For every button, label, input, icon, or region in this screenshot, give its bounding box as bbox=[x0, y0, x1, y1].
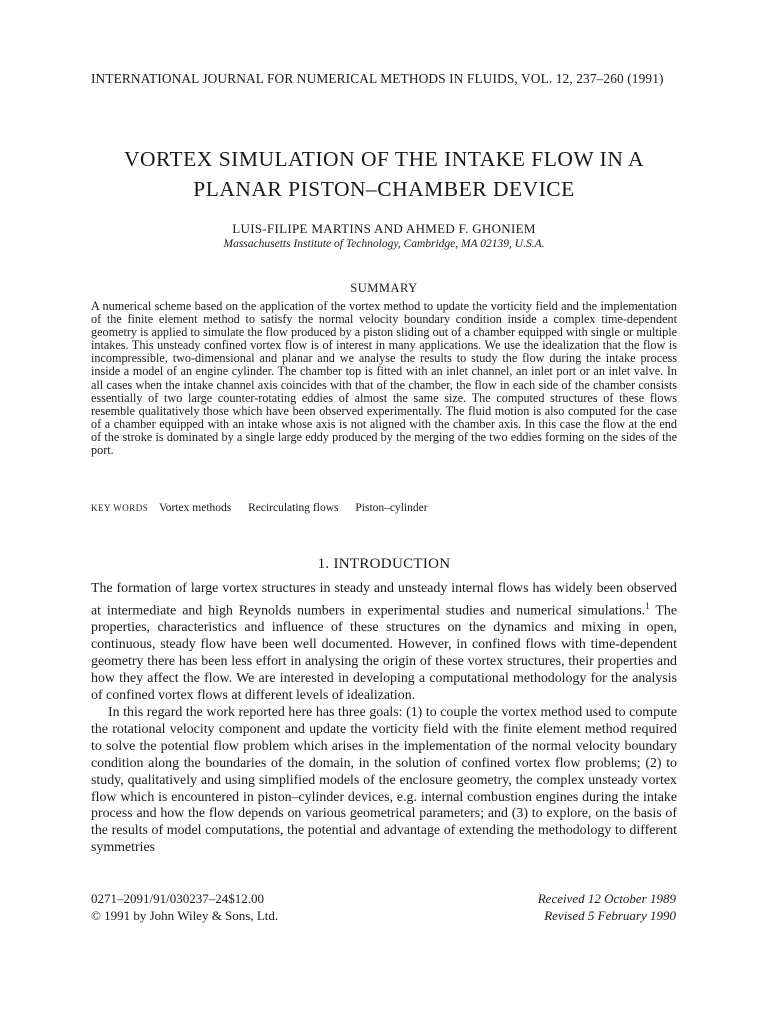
summary-heading: SUMMARY bbox=[350, 281, 418, 295]
keyword-item: Vortex methods bbox=[158, 502, 232, 514]
keyword-item: Recirculating flows bbox=[248, 502, 339, 514]
introduction-paragraph-1 bbox=[91, 581, 677, 705]
article-title-line-1: VORTEX SIMULATION OF THE INTAKE FLOW IN A bbox=[123, 147, 645, 171]
footer-dates bbox=[430, 890, 676, 924]
reference-marker[interactable]: 1 bbox=[645, 600, 650, 611]
article-code: 0271–2091/91/030237–24$12.00 bbox=[91, 891, 264, 906]
article-title bbox=[40, 144, 728, 204]
affiliation: Massachusetts Institute of Technology, Cambridge, MA 02139, U.S.A. bbox=[223, 238, 545, 250]
paragraph-text: The formation of large vortex structures in steady and unsteady internal flows has widely been observed at intermediate and high Reynolds numbers in experimental studies and numerical simulations. bbox=[91, 581, 677, 619]
section-heading-introduction: 1. INTRODUCTION bbox=[317, 556, 451, 572]
keywords-label: KEY WORDS bbox=[91, 503, 149, 513]
revised-date: Revised 5 February 1990 bbox=[544, 908, 676, 923]
received-date: Received 12 October 1989 bbox=[537, 891, 676, 906]
abstract-text: A numerical scheme based on the application of the vortex method to update the vorticity field and the implementation of the finite element method to satisfy the normal velocity boundary condition inside a complex time-dependent geometry is applied to simulate the flow produced by a piston sliding out of a chamber equipped with single or multiple intakes. This unsteady confined vortex flow is of interest in many applications. We use the idealization that the flow is incompressible, two-dimensional and planar and we analyse the results to study the flow during the intake process inside a model of an engine cylinder. The chamber top is fitted with an inlet channel, an inlet port or an inlet valve. In all cases when the intake channel axis coincides with that of the chamber, the flow in each side of the chamber consists essentially of two large counter-rotating eddies of almost the same size. The computed structures of these flows resemble qualitatively those which have been observed experimentally. The fluid motion is also computed for the case of a chamber equipped with an intake whose axis is not aligned with the chamber axis. In this case the flow at the end of the stroke is dominated by a single large eddy produced by the merging of the two eddies forming on the sides of the port. bbox=[91, 299, 677, 458]
keywords bbox=[91, 502, 677, 514]
introduction-body bbox=[91, 581, 677, 857]
copyright-notice: © 1991 by John Wiley & Sons, Ltd. bbox=[91, 908, 279, 923]
footer-publication-info bbox=[91, 890, 391, 924]
authors: LUIS-FILIPE MARTINS AND AHMED F. GHONIEM bbox=[232, 221, 536, 236]
keyword-item: Piston–cylinder bbox=[355, 502, 428, 514]
article-title-line-2: PLANAR PISTON–CHAMBER DEVICE bbox=[193, 177, 575, 201]
journal-running-head: INTERNATIONAL JOURNAL FOR NUMERICAL METHODS IN FLUIDS, VOL. 12, 237–260 (1991) bbox=[91, 71, 664, 86]
paragraph-text: The properties, characteristics and influence of these structures on the dynamics and mixing in open, continuous, steady flow have been well documented. However, in confined flows with time-dependent geometry there has been less effort in analysing the origin of these vortex structures, their properties and how they affect the flow. We are interested in developing a computational methodology for the analysis of confined vortex flows at different levels of idealization. bbox=[91, 603, 677, 704]
introduction-paragraph-2: In this regard the work reported here has three goals: (1) to couple the vortex method used to compute the rotational velocity component and update the vorticity field with the finite element method required to solve the potential flow problem which arises in the implementation of the normal velocity boundary condition along the boundaries of the domain, in the solution of confined vortex flow problems; (2) to study, qualitatively and using simplified models of the enclosure geometry, the complex unsteady vortex flow which is encountered in piston–cylinder devices, e.g. internal combustion engines during the intake process and how the flow depends on various geometrical parameters; and (3) to explore, on the basis of the results of model computations, the potential and advantage of extending the methodology to different symmetries bbox=[91, 704, 677, 856]
